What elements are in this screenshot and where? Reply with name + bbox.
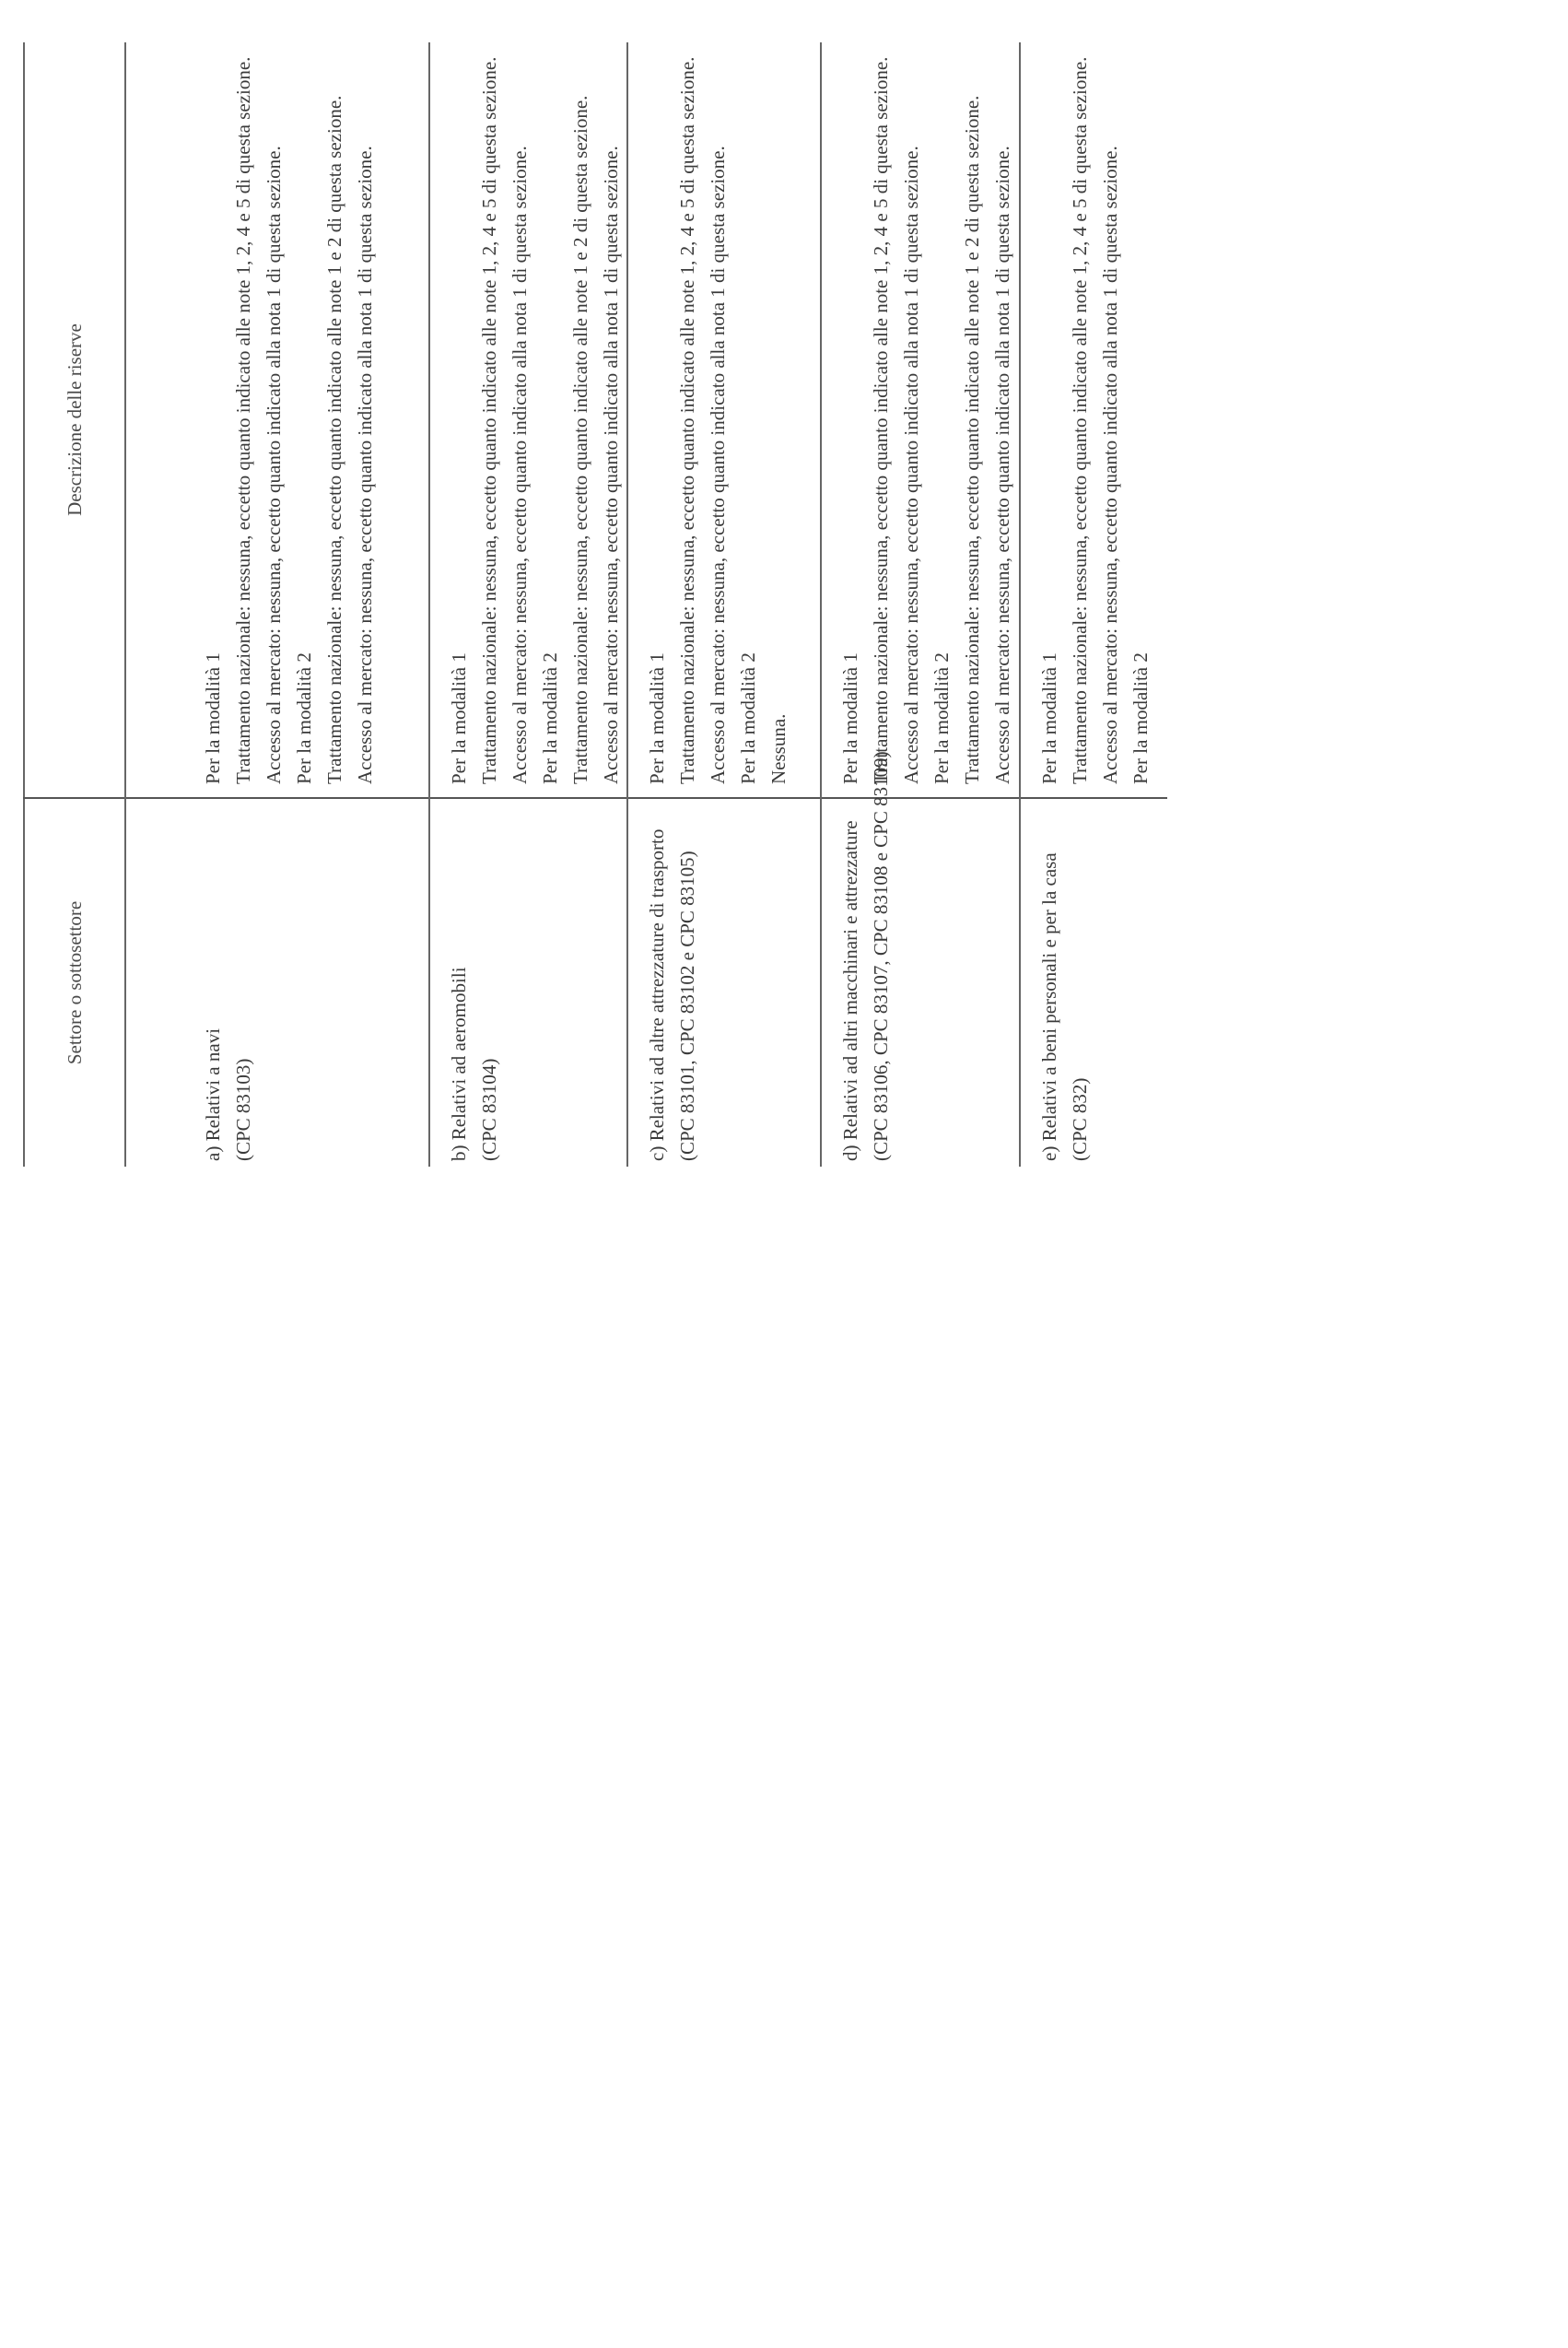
description-cell	[821, 42, 1020, 798]
reservation-line: Trattamento nazionale: nessuna, eccetto quanto indicato alle note 1 e 2 di questa sezione.	[961, 95, 983, 784]
mode-heading: Per la modalità 1	[448, 652, 470, 784]
sector-title: c) Relativi ad altre attrezzature di trasporto	[646, 828, 668, 1161]
sector-title: e) Relativi a beni personali e per la casa	[1038, 852, 1060, 1161]
sector-cpc-code: (CPC 83103)	[232, 1058, 254, 1161]
reservation-line: Trattamento nazionale: nessuna, eccetto quanto indicato alle note 1, 2, 4 e 5 di questa sezione.	[478, 56, 500, 784]
reservations-table	[23, 42, 1167, 1167]
sector-title: d) Relativi ad altri macchinari e attrezzature	[839, 820, 861, 1161]
mode-heading: Per la modalità 2	[293, 652, 315, 784]
mode-heading: Per la modalità 1	[839, 652, 861, 784]
sector-cpc-code: (CPC 83101, CPC 83102 e CPC 83105)	[676, 851, 698, 1161]
sector-cell	[429, 798, 627, 1167]
reservation-line: Accesso al mercato: nessuna, eccetto quanto indicato alla nota 1 di questa sezione.	[1099, 146, 1121, 784]
reservation-line: Accesso al mercato: nessuna, eccetto quanto indicato alla nota 1 di questa sezione.	[263, 146, 285, 784]
reservation-line: Accesso al mercato: nessuna, eccetto quanto indicato alla nota 1 di questa sezione.	[991, 146, 1013, 784]
reservation-line: Trattamento nazionale: nessuna, eccetto quanto indicato alle note 1, 2, 4 e 5 di questa sezione.	[232, 56, 254, 784]
description-cell	[627, 42, 821, 798]
table-row	[429, 42, 627, 1167]
table-row	[1020, 42, 1167, 1167]
reservation-line: Accesso al mercato: nessuna, eccetto quanto indicato alla nota 1 di questa sezione.	[900, 146, 922, 784]
reservation-line: Accesso al mercato: nessuna, eccetto quanto indicato alla nota 1 di questa sezione.	[707, 146, 729, 784]
reservation-line: Trattamento nazionale: nessuna, eccetto quanto indicato alle note 1, 2, 4 e 5 di questa sezione.	[1069, 56, 1091, 784]
sector-title: a) Relativi a navi	[202, 1027, 224, 1161]
sector-column-header: Settore o sottosettore	[24, 798, 125, 1167]
mode-heading: Per la modalità 2	[1129, 652, 1152, 784]
sector-cpc-code: (CPC 83106, CPC 83107, CPC 83108 e CPC 83109)	[870, 751, 892, 1161]
reservation-line: Trattamento nazionale: nessuna, eccetto quanto indicato alle note 1, 2, 4 e 5 di questa sezione.	[870, 56, 892, 784]
description-column-header: Descrizione delle riserve	[24, 42, 125, 798]
mode-heading: Per la modalità 1	[646, 652, 668, 784]
table-row	[125, 42, 429, 1167]
reservation-line: Trattamento nazionale: nessuna, eccetto quanto indicato alle note 1 e 2 di questa sezione.	[323, 95, 345, 784]
sector-cell	[627, 798, 821, 1167]
mode-heading: Per la modalità 1	[202, 652, 224, 784]
mode-heading: Per la modalità 2	[539, 652, 561, 784]
mode-heading: Per la modalità 2	[737, 652, 759, 784]
description-cell	[429, 42, 627, 798]
sector-cpc-code: (CPC 832)	[1069, 1077, 1091, 1161]
sector-cpc-code: (CPC 83104)	[478, 1058, 500, 1161]
table-row	[821, 42, 1020, 1167]
description-cell	[125, 42, 429, 798]
reservation-line: Trattamento nazionale: nessuna, eccetto quanto indicato alle note 1, 2, 4 e 5 di questa sezione.	[676, 56, 698, 784]
table-row	[627, 42, 821, 1167]
table-header-row	[24, 42, 125, 1167]
mode-heading: Per la modalità 1	[1038, 652, 1060, 784]
description-cell	[1020, 42, 1167, 798]
reservation-line: Nessuna.	[767, 713, 790, 784]
reservation-line: Accesso al mercato: nessuna, eccetto quanto indicato alla nota 1 di questa sezione.	[509, 146, 531, 784]
mode-heading: Per la modalità 2	[930, 652, 953, 784]
reservation-line: Trattamento nazionale: nessuna, eccetto quanto indicato alle note 1 e 2 di questa sezione.	[569, 95, 591, 784]
reservation-line: Accesso al mercato: nessuna, eccetto quanto indicato alla nota 1 di questa sezione.	[354, 146, 376, 784]
reservation-line: Accesso al mercato: nessuna, eccetto quanto indicato alla nota 1 di questa sezione.	[600, 146, 622, 784]
sector-cell	[821, 751, 1020, 1167]
reservations-sheet	[23, 42, 1515, 1167]
sector-title: b) Relativi ad aeromobili	[448, 967, 470, 1161]
sector-cell	[1020, 798, 1167, 1167]
sector-cell	[125, 798, 429, 1167]
